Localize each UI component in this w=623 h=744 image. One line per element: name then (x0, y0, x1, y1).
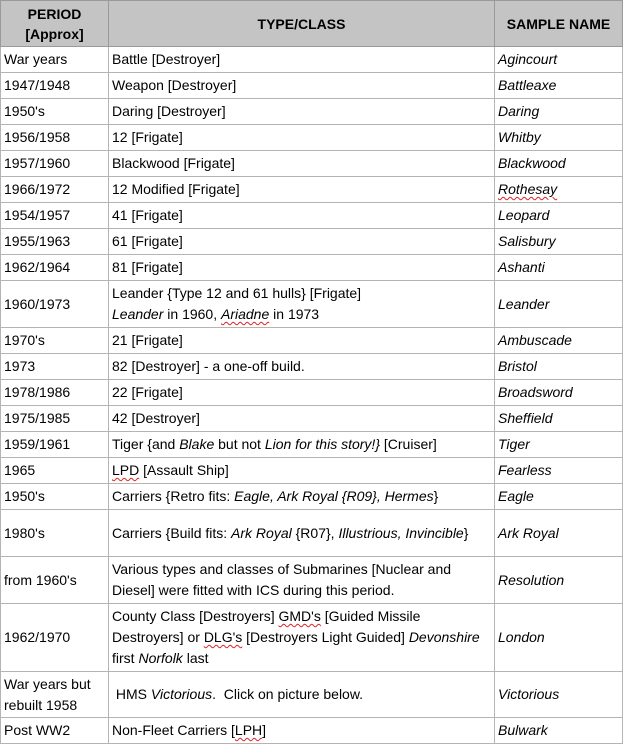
period-cell: 1980's (1, 510, 109, 557)
sample-name-cell: London (495, 604, 623, 672)
period-cell: 1973 (1, 354, 109, 380)
type-cell: 22 [Frigate] (109, 380, 495, 406)
table-row (1, 47, 623, 73)
sample-name-cell: Eagle (495, 484, 623, 510)
type-cell: Non-Fleet Carriers [LPH] (109, 718, 495, 744)
type-cell: 81 [Frigate] (109, 255, 495, 281)
sample-name-cell: Victorious (495, 672, 623, 718)
table-row (1, 177, 623, 203)
type-cell: Blackwood [Frigate] (109, 151, 495, 177)
table-row (1, 73, 623, 99)
period-cell: 1950's (1, 99, 109, 125)
type-cell: 61 [Frigate] (109, 229, 495, 255)
table-row (1, 604, 623, 672)
period-cell: 1978/1986 (1, 380, 109, 406)
type-cell: 12 [Frigate] (109, 125, 495, 151)
sample-name-cell: Ashanti (495, 255, 623, 281)
table-row (1, 484, 623, 510)
table-row (1, 354, 623, 380)
type-cell: Daring [Destroyer] (109, 99, 495, 125)
period-cell: 1950's (1, 484, 109, 510)
header-type-class: TYPE/CLASS (109, 1, 495, 47)
sample-name-cell: Rothesay (495, 177, 623, 203)
period-cell: 1960/1973 (1, 281, 109, 328)
table-row (1, 557, 623, 604)
table-row (1, 406, 623, 432)
sample-name-cell: Resolution (495, 557, 623, 604)
type-cell: County Class [Destroyers] GMD's [Guided Missile Destroyers] or DLG's [Destroyers Light Guided] Devonshire first Norfolk last (109, 604, 495, 672)
period-cell: 1956/1958 (1, 125, 109, 151)
type-cell: Weapon [Destroyer] (109, 73, 495, 99)
sample-name-cell: Leopard (495, 203, 623, 229)
sample-name-cell: Tiger (495, 432, 623, 458)
type-cell: 41 [Frigate] (109, 203, 495, 229)
sample-name-cell: Leander (495, 281, 623, 328)
period-cell: 1955/1963 (1, 229, 109, 255)
type-cell: HMS Victorious. Click on picture below. (109, 672, 495, 718)
table-row (1, 203, 623, 229)
type-cell: Various types and classes of Submarines [Nuclear and Diesel] were fitted with ICS during this period. (109, 557, 495, 604)
type-cell: Carriers {Retro fits: Eagle, Ark Royal {R09}, Hermes} (109, 484, 495, 510)
table-row (1, 432, 623, 458)
table-row (1, 510, 623, 557)
sample-name-cell: Ark Royal (495, 510, 623, 557)
header-row (1, 1, 623, 47)
type-cell: 42 [Destroyer] (109, 406, 495, 432)
type-cell: 12 Modified [Frigate] (109, 177, 495, 203)
period-cell: Post WW2 (1, 718, 109, 744)
sample-name-cell: Bulwark (495, 718, 623, 744)
sample-name-cell: Whitby (495, 125, 623, 151)
type-cell: Battle [Destroyer] (109, 47, 495, 73)
period-cell: 1970's (1, 328, 109, 354)
header-sample-name: SAMPLE NAME (495, 1, 623, 47)
period-cell: 1965 (1, 458, 109, 484)
sample-name-cell: Salisbury (495, 229, 623, 255)
table-row (1, 328, 623, 354)
period-cell: 1962/1964 (1, 255, 109, 281)
table-row (1, 718, 623, 744)
period-cell: 1947/1948 (1, 73, 109, 99)
period-cell: 1962/1970 (1, 604, 109, 672)
type-cell: 21 [Frigate] (109, 328, 495, 354)
type-cell: Leander {Type 12 and 61 hulls} [Frigate] Leander in 1960, Ariadne in 1973 (109, 281, 495, 328)
period-cell: 1954/1957 (1, 203, 109, 229)
table-row (1, 229, 623, 255)
table-row (1, 458, 623, 484)
type-cell: LPD [Assault Ship] (109, 458, 495, 484)
period-cell: from 1960's (1, 557, 109, 604)
type-cell: Carriers {Build fits: Ark Royal {R07}, Illustrious, Invincible} (109, 510, 495, 557)
type-cell: Tiger {and Blake but not Lion for this story!} [Cruiser] (109, 432, 495, 458)
table-row (1, 125, 623, 151)
period-cell: War years (1, 47, 109, 73)
header-period: PERIOD [Approx] (1, 1, 109, 47)
sample-name-cell: Daring (495, 99, 623, 125)
period-cell: 1975/1985 (1, 406, 109, 432)
table-row (1, 255, 623, 281)
sample-name-cell: Fearless (495, 458, 623, 484)
sample-name-cell: Bristol (495, 354, 623, 380)
sample-name-cell: Sheffield (495, 406, 623, 432)
period-cell: 1959/1961 (1, 432, 109, 458)
type-cell: 82 [Destroyer] - a one-off build. (109, 354, 495, 380)
table-row (1, 672, 623, 718)
table-row (1, 380, 623, 406)
period-cell: 1966/1972 (1, 177, 109, 203)
sample-name-cell: Battleaxe (495, 73, 623, 99)
sample-name-cell: Ambuscade (495, 328, 623, 354)
period-cell: 1957/1960 (1, 151, 109, 177)
sample-name-cell: Broadsword (495, 380, 623, 406)
sample-name-cell: Blackwood (495, 151, 623, 177)
sample-name-cell: Agincourt (495, 47, 623, 73)
period-cell: War years but rebuilt 1958 (1, 672, 109, 718)
table-row (1, 99, 623, 125)
table-row (1, 281, 623, 328)
table-row (1, 151, 623, 177)
